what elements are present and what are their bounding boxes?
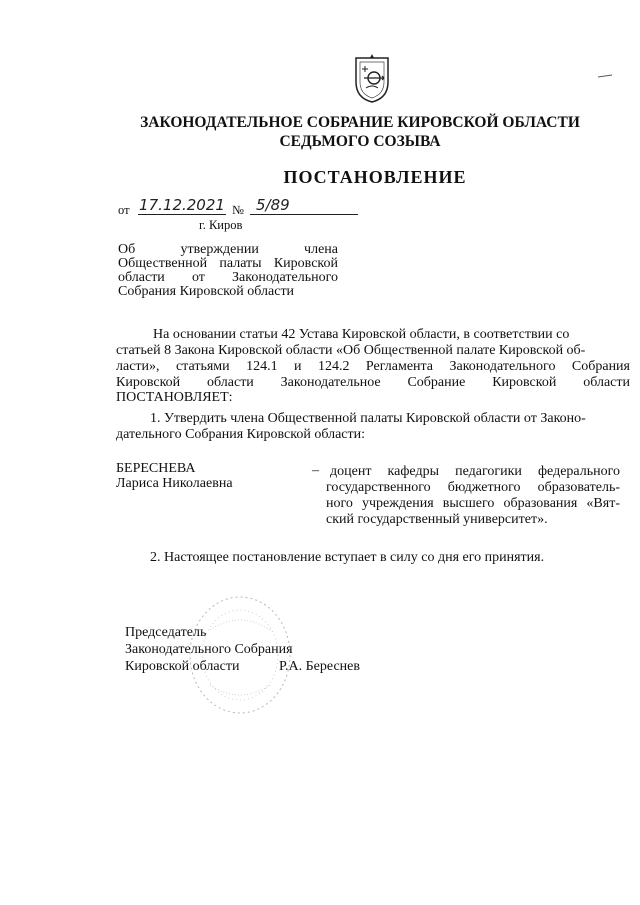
member-description-line4: ский государственный университет». xyxy=(326,512,548,527)
org-title-line2: СЕДЬМОГО СОЗЫВА xyxy=(279,133,441,150)
member-dash: – xyxy=(312,463,319,478)
signatory-title-line1: Председатель xyxy=(125,625,207,640)
document-type-heading: ПОСТАНОВЛЕНИЕ xyxy=(283,167,467,187)
member-surname: БЕРЕСНЕВА xyxy=(116,461,196,476)
item1-line1: 1. Утвердить члена Общественной палаты Кировской области от Законо- xyxy=(150,411,586,426)
member-description-line3: ного учреждения высшего образования «Вят- xyxy=(326,496,620,511)
preamble-line3: ласти», статьями 124.1 и 124.2 Регламента Законодательного Собрания xyxy=(116,359,630,374)
signatory-name: Р.А. Береснев xyxy=(279,659,360,674)
member-description-line2: государственного бюджетного образователь- xyxy=(326,480,620,495)
document-date: 17.12.2021 xyxy=(139,196,225,214)
org-title-line1: ЗАКОНОДАТЕЛЬНОЕ СОБРАНИЕ КИРОВСКОЙ ОБЛАСТИ xyxy=(140,114,580,131)
document-city: г. Киров xyxy=(199,218,243,232)
member-description-line1: доцент кафедры педагогики федерального xyxy=(330,464,620,479)
item2-text: 2. Настоящее постановление вступает в силу со дня его принятия. xyxy=(150,550,545,565)
date-from-label: от xyxy=(118,203,130,217)
preamble-line2: статьей 8 Закона Кировской области «Об Общественной палате Кировской об- xyxy=(116,343,586,358)
member-given-names: Лариса Николаевна xyxy=(116,476,233,491)
preamble-decree-word: ПОСТАНОВЛЯЕТ: xyxy=(116,390,233,405)
preamble-line1: На основании статьи 42 Устава Кировской области, в соответствии со xyxy=(153,327,570,342)
item1-line2: дательного Собрания Кировской области: xyxy=(116,427,366,442)
document-number: 5/89 xyxy=(250,196,358,215)
document-subject: Об утверждении члена Общественной палаты Кировской области от Законодательного Собрания Кировской области xyxy=(118,242,338,299)
document-number-label: № xyxy=(232,203,244,217)
preamble-line4: Кировской области Законодательное Собрание Кировской области xyxy=(116,375,630,390)
signatory-title-line2: Законодательного Собрания xyxy=(125,642,293,657)
kirov-coat-of-arms-icon xyxy=(352,52,392,104)
scan-mark xyxy=(598,74,612,78)
signatory-title-line3: Кировской области xyxy=(125,659,240,674)
